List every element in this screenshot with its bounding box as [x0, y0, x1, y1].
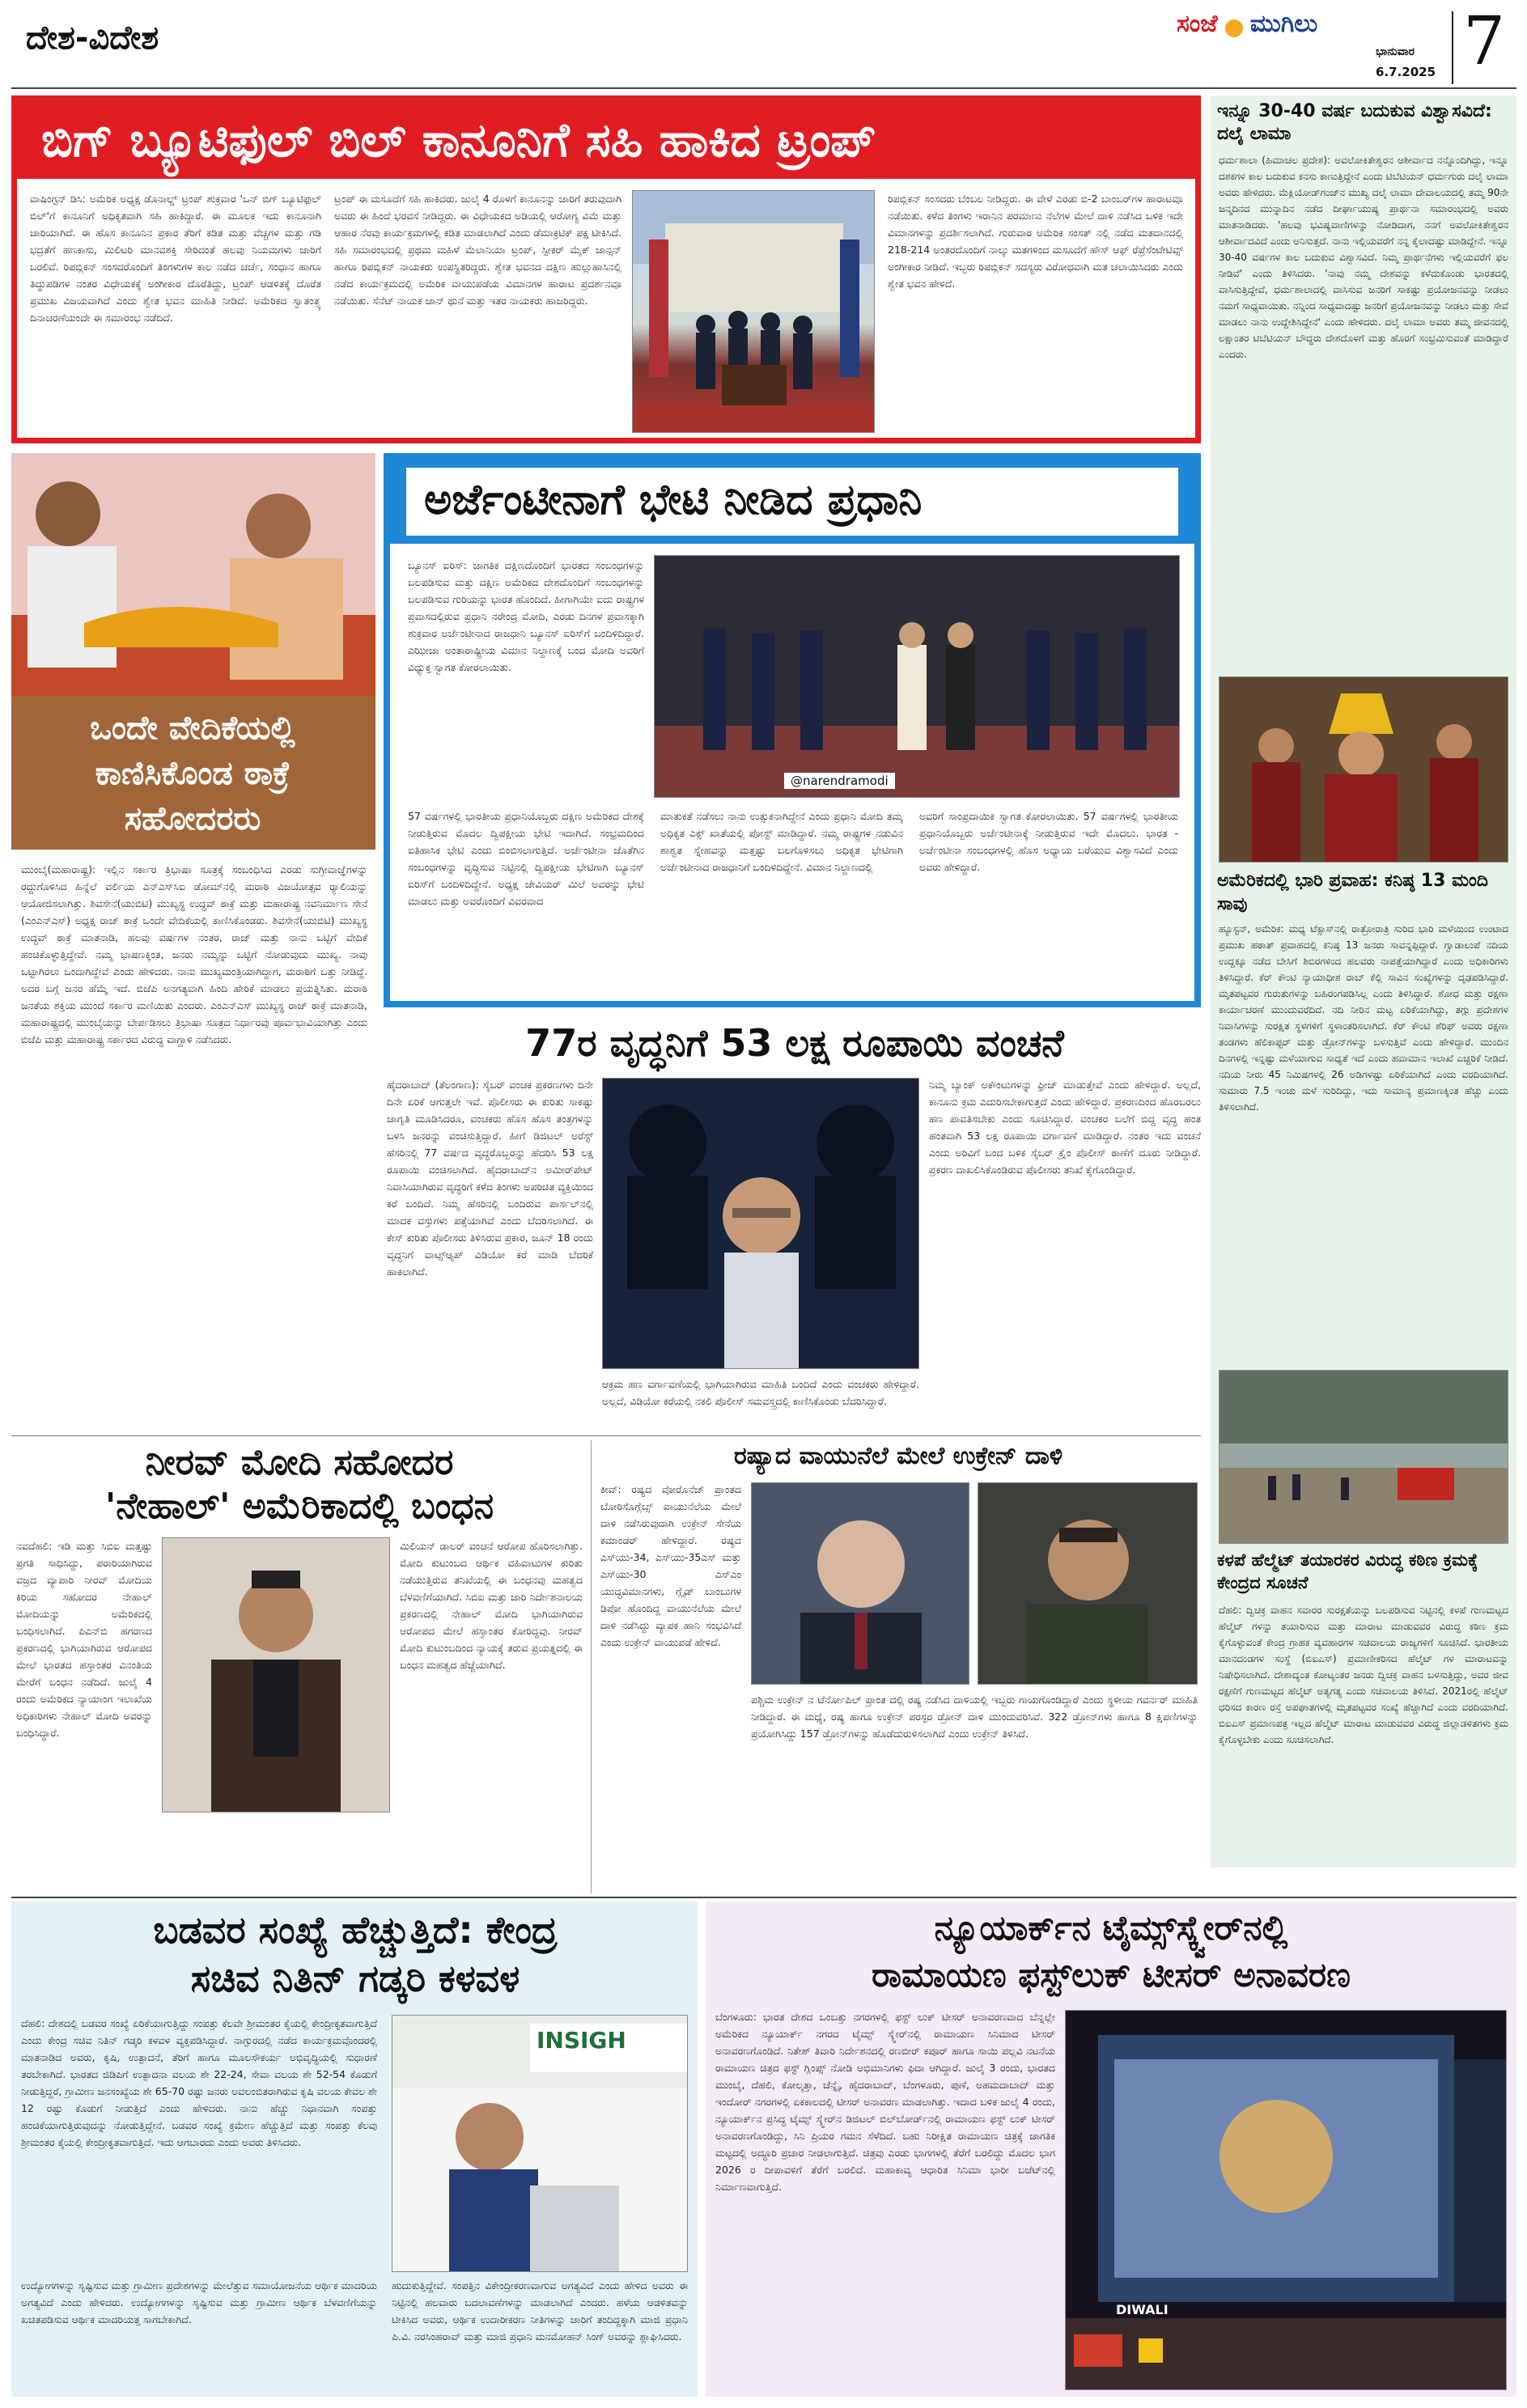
argentina-col-a: ಬ್ಯೂನಸ್ ಐರಿಸ್: ಜಾಗತಿಕ ದಕ್ಷಿಣದೊಂದಿಗೆ ಭಾರತದ ಸಂಬಂಧಗಳನ್ನು ಬಲಪಡಿಸುವ ಮತ್ತು ದಕ್ಷಿಣ ಅಮೆರಿಕದ ದೇಶದೊಂದಿಗೆ ಸಂಬಂಧಗಳನ್ನು ಬಲಪಡಿಸುವ ಗುರಿಯನ್ನು ಭಾರತ ಹೊಂದಿದೆ. ಹೀಗಾಗಿಯೇ ಐದು ರಾಷ್ಟ್ರಗಳ ಪ್ರವಾಸದಲ್ಲಿರುವ ಪ್ರಧಾನಿ ನರೇಂದ್ರ ಮೋದಿ, ಎರಡು ದಿನಗಳ ಪ್ರವಾಸಕ್ಕಾಗಿ ಶುಕ್ರವಾರ ಅರ್ಜೆಂಟೀನಾದ ರಾಜಧಾನಿ ಬ್ಯೂನಸ್ ಐರಿಸ್‌ಗೆ ಬಂದಿಳಿದಿದ್ದಾರೆ. ಎಝೀಜಾ ಅಂತಾರಾಷ್ಟ್ರೀಯ ವಿಮಾನ ನಿಲ್ದಾಣಕ್ಕೆ ಬಂದ ಮೋದಿ ಅವರಿಗೆ ವಿಧ್ಯುಕ್ತ ಸ್ವಾಗತ ಕೋರಲಾಯಿತು.: [408, 559, 644, 673]
dalai-headline: ಇನ್ನೂ 30-40 ವರ್ಷ ಬದುಕುವ ವಿಶ್ವಾಸವಿದೆ: ದಲೈ ಲಾಮಾ: [1217, 101, 1492, 144]
ukraine-col-a: ಕೀವ್: ರಷ್ಯದ ವೋರೊನೆಜ್ ಪ್ರಾಂತದ ಬೋರಿಸೊಗ್ಲೆಬ್ಸ್ ವಾಯುನೆಲೆಯ ಮೇಲೆ ದಾಳಿ ನಡೆಸಿರುವುದಾಗಿ ಉಕ್ರೇನ್ ಸೇನೆಯ ಕಮಾಂಡರ್ ಹೇಳಿದ್ದಾರೆ. ರಷ್ಯದ ಎಸ್‌ಯು-34, ಎಸ್‌ಯು-35ಎಸ್ ಮತ್ತು ಎಸ್‌ಯು-30 ಎಸ್‌ಎಂ ಯುದ್ಧವಿಮಾನಗಳು, ಗ್ಲೈಡ್ ಬಾಂಬುಗಳ ಡಿಪೋ ಹೊಂದಿದ್ದ ವಾಯುನೆಲೆಯ ಮೇಲೆ ದಾಳಿ ನಡೆಸಿದ್ದು ವ್ಯಾಪಕ ಹಾನಿ ಸಂಭವಿಸಿದೆ ಎಂದು ಉಕ್ರೇನ್ ವಾಯುಪಡೆ ಹೇಳಿದೆ.: [600, 1483, 741, 1648]
right-sidebar: [1211, 95, 1516, 1867]
ramayana-body: ಬೆಂಗಳೂರು: ಭಾರತ ದೇಶದ ಒಂಬತ್ತು ನಗರಗಳಲ್ಲಿ ಫಸ್ಟ್ ಲುಕ್ ಟೀಸರ್ ಅನಾವರಣವಾದ ಬೆನ್ನಲ್ಲೇ ಅಮೆರಿಕದ ನ್ಯೂಯಾರ್ಕ್ ನಗರದ ಟೈಮ್ಸ್ ಸ್ಕ್ವೇರ್‌ನಲ್ಲಿ ರಾಮಾಯಣ ಸಿನಿಮಾದ ಟೀಸರ್ ಅನಾವರಣಗೊಂಡಿದೆ. ನಿತೇಶ್ ತಿವಾರಿ ನಿರ್ದೇಶನದಲ್ಲಿ ರಣಬೀರ್ ಕಪೂರ್ ಹಾಗೂ ಸಾಯಿ ಪಲ್ಲವಿ ನಟನೆಯ ರಾಮಾಯಣ ಚಿತ್ರದ ಫಸ್ಟ್ ಗ್ಲಿಂಪ್ಸ್ ನೋಡಿ ಅಭಿಮಾನಿಗಳು ಫಿದಾ ಆಗಿದ್ದಾರೆ. ಜುಲೈ 3 ರಂದು, ಭಾರತದ ಮುಂಬೈ, ದೆಹಲಿ, ಕೋಲ್ಕತ್ತಾ, ಚೆನ್ನೈ, ಹೈದರಾಬಾದ್, ಬೆಂಗಳೂರು, ಪುಣೆ, ಅಹಮದಾಬಾದ್ ಮತ್ತು ಇಂದೋರ್ ನಗರಗಳಲ್ಲಿ ಏಕಕಾಲದಲ್ಲಿ ಟೀಸರ್ ಅನಾವರಣ ಮಾಡಲಾಗಿತ್ತು. ಇದಾದ ಬಳಿಕ ಜುಲೈ 4 ರಂದು, ನ್ಯೂಯಾರ್ಕ್‌ನ ಪ್ರಸಿದ್ಧ ಟೈಮ್ಸ್ ಸ್ಕ್ವೇರ್‌ನ ಡಿಜಿಟಲ್ ಬಿಲ್‌ಬೋರ್ಡ್‌ನಲ್ಲಿ ರಾಮಾಯಣ ಫಸ್ಟ್ ಲುಕ್ ಟೀಸರ್ ಅನಾವರಣಗೊಂಡಿದ್ದು, ಸಿನಿ ಪ್ರಿಯರ ಗಮನ ಸೆಳೆದಿದೆ. ಬಹು ನಿರೀಕ್ಷಿತ ರಾಮಾಯಣ ಚಿತ್ರಕ್ಕೆ ಜಾಗತಿಕ ಮಟ್ಟದಲ್ಲಿ ಅದ್ಧೂರಿ ಪ್ರಚಾರ ನೀಡಲಾಗುತ್ತಿದೆ. ಚಿತ್ರವು ಎರಡು ಭಾಗಗಳಲ್ಲಿ ತೆರೆಗೆ ಬರಲಿದ್ದು ಮೊದಲ ಭಾಗ 2026 ರ ದೀಪಾವಳಿಗೆ ತೆರೆಗೆ ಬರಲಿದೆ. ಮಹಾಕಾವ್ಯ ಆಧಾರಿತ ಸಿನಿಮಾ ಭಾರೀ ಬಜೆಟ್‌ನಲ್ಲಿ ನಿರ್ಮಾಣವಾಗುತ್ತಿದೆ.: [715, 2011, 1055, 2193]
lower-rule: [11, 1897, 1516, 1898]
nirav-col-b: ಮಿಲಿಯನ್ ಡಾಲರ್ ವಂಚನೆ ಆರೋಪ ಹೊರಿಸಲಾಗಿತ್ತು. ಮೋದಿ ಕುಟುಂಬದ ಆರ್ಥಿಕ ವಹಿವಾಟುಗಳ ಕುರಿತು ನಡೆಯುತ್ತಿರುವ ತನಿಖೆಯಲ್ಲಿ ಈ ಬಂಧನವು ಮಹತ್ವದ ಬೆಳವಣಿಗೆಯಾಗಿದೆ. ಸಿಬಿಐ ಮತ್ತು ಜಾರಿ ನಿರ್ದೇಶನಾಲಯ ಪ್ರಕರಣದಲ್ಲಿ ನೇಹಾಲ್ ಮೋದಿ ಭಾಗಿಯಾಗಿರುವ ಆರೋಪದ ಮೇಲೆ ಹಸ್ತಾಂತರ ಕೋರಿದ್ದವು. ನೀರವ್ ಮೋದಿ ಕುಟುಂಬದಿಂದ ನ್ಯಾಯಕ್ಕೆ ತರುವ ಪ್ರಯತ್ನದಲ್ಲಿ ಈ ಬಂಧನ ಮಹತ್ವದ ಹೆಜ್ಜೆಯಾಗಿದೆ.: [400, 1540, 583, 1671]
flood-photo-scene: [1219, 1371, 1508, 1544]
argentina-headline: ಅರ್ಜೆಂಟೀನಾಗೆ ಭೇಟಿ ನೀಡಿದ ಪ್ರಧಾನಿ: [424, 476, 923, 524]
trump-headline-band: [17, 101, 1195, 179]
fraud-col-b: ಆಕ್ರಮ ಹಣ ವರ್ಗಾವಣೆಯಲ್ಲಿ ಭಾಗಿಯಾಗಿರುವ ಮಾಹಿತಿ ಬಂದಿದೆ ಎಂದು ವಂಚಕರು ಹೇಳಿದ್ದಾರೆ. ಅಲ್ಲದೆ, ವಿಡಿಯೋ ಕರೆಯಲ್ಲಿ ನಕಲಿ ಪೊಲೀಸ್ ಸಮವಸ್ತ್ರದಲ್ಲಿ ಕಾಣಿಸಿಕೊಂಡು ಬೆದರಿಸಿದ್ದಾರೆ.: [602, 1378, 919, 1407]
ramayana-headline-2: ರಾಮಾಯಣ ಫಸ್ಟ್‌ಲುಕ್ ಟೀಸರ್ ಅನಾವರಣ: [872, 1955, 1351, 1995]
nirav-col-a: ನವದೆಹಲಿ: ಇಡಿ ಮತ್ತು ಸಿಬಿಐ ಮತ್ತಷ್ಟು ಪ್ರಗತಿ ಸಾಧಿಸಿದ್ದು, ಪರಾರಿಯಾಗಿರುವ ವಜ್ರದ ವ್ಯಾಪಾರಿ ನೀರವ್ ಮೋದಿಯ ಕಿರಿಯ ಸಹೋದರ ನೇಹಾಲ್ ಮೋದಿಯನ್ನು ಅಮೆರಿಕದಲ್ಲಿ ಬಂಧಿಸಲಾಗಿದೆ. ಪಿಎನ್‌ಬಿ ಹಗರಣದ ಪ್ರಕರಣದಲ್ಲಿ ಭಾಗಿಯಾಗಿರುವ ಆರೋಪದ ಮೇಲೆ ಭಾರತದ ಹಸ್ತಾಂತರ ವಿನಂತಿಯ ಮೇರೆಗೆ ಬಂಧನ ನಡೆದಿದೆ. ಜುಲೈ 4 ರಂದು ಅಮೆರಿಕದ ನ್ಯಾಯಾಂಗ ಇಲಾಖೆಯ ಅಧಿಕಾರಿಗಳು ನೇಹಾಲ್ ಮೋದಿ ಅವರನ್ನು ಬಂಧಿಸಿದ್ದಾರೆ.: [16, 1540, 152, 1739]
helmet-body: ದೆಹಲಿ: ದ್ವಿಚಕ್ರ ವಾಹನ ಸವಾರರ ಸುರಕ್ಷತೆಯನ್ನು ಬಲಪಡಿಸುವ ನಿಟ್ಟಿನಲ್ಲಿ ಕಳಪೆ ಗುಣಮಟ್ಟದ ಹೆಲ್ಮೆಟ್ ಗಳನ್ನು ತಯಾರಿಸುವ ಮತ್ತು ಮಾರಾಟ ಮಾಡುವವರ ವಿರುದ್ಧ ಕಠಿಣ ಕ್ರಮ ಕೈಗೊಳ್ಳುವಂತೆ ಕೇಂದ್ರ ಗ್ರಾಹಕ ವ್ಯವಹಾರಗಳ ಸಚಿವಾಲಯ ರಾಜ್ಯಗಳಿಗೆ ಸೂಚಿಸಿದೆ. ಭಾರತೀಯ ಮಾನದಂಡಗಳ ಸಂಸ್ಥೆ (ಬಿಐಎಸ್) ಪ್ರಮಾಣೀಕರಿಸದ ಹೆಲ್ಮೆಟ್ ಗಳ ಮಾರಾಟವನ್ನು ನಿಷೇಧಿಸಲಾಗಿದೆ. ದೇಶಾದ್ಯಂತ ಕೋಟ್ಯಂತರ ಜನರು ದ್ವಿಚಕ್ರ ವಾಹನ ಬಳಸುತ್ತಿದ್ದು, ಅವರ ಜೀವ ರಕ್ಷಣೆಗೆ ಗುಣಮಟ್ಟದ ಹೆಲ್ಮೆಟ್ ಅತ್ಯಗತ್ಯ ಎಂದು ಸಚಿವಾಲಯ ತಿಳಿಸಿದೆ. 2021ರಲ್ಲಿ ಹೆಲ್ಮೆಟ್ ಧರಿಸದ ಕಾರಣ ರಸ್ತೆ ಅಪಘಾತಗಳಲ್ಲಿ ಮೃತಪಟ್ಟವರ ಸಂಖ್ಯೆ ಹೆಚ್ಚಾಗಿದೆ ಎಂದು ವರದಿಯಾಗಿದೆ. ಬಿಐಎಸ್ ಪ್ರಮಾಣಪತ್ರ ಇಲ್ಲದ ಹೆಲ್ಮೆಟ್ ಮಾರಾಟ ಮಾಡುವವರ ವಿರುದ್ಧ ಜಿಲ್ಲಾಡಳಿತಗಳು ಕ್ರಮ ಕೈಗೊಳ್ಳಬೇಕು ಎಂದು ಸೂಚಿಸಲಾಗಿದೆ.: [1219, 1605, 1508, 1745]
fraud-photo-scene: [603, 1079, 919, 1369]
us-flood-headline: ಅಮೆರಿಕದಲ್ಲಿ ಭಾರಿ ಪ್ರವಾಹ: ಕನಿಷ್ಠ 13 ಮಂದಿ ಸಾವು: [1217, 871, 1488, 914]
thackeray-headline-band: [11, 696, 375, 850]
gadkari-body-bottom-b: ಹುದುಕುತ್ತಿದ್ದೇವೆ. ಸಂಪತ್ತಿನ ವಿಕೇಂದ್ರೀಕರಣವಾಗುವ ಅಗತ್ಯವಿದೆ ಎಂದು ಹೇಳಿದ ಅವರು ಈ ನಿಟ್ಟಿನಲ್ಲಿ ಹಲವಾರು ಬದಲಾವಣೆಗಳನ್ನು ಮಾಡಲಾಗಿದೆ ಎಂದರು. ಹಳೆಯ ಆಡಳಿತವನ್ನು ಟೀಕಿಸಿದ ಅವರು, ಆರ್ಥಿಕ ಉದಾರೀಕರಣ ನೀತಿಗಳನ್ನು ಜಾರಿಗೆ ತಂದಿದ್ದಕ್ಕಾಗಿ ಮಾಜಿ ಪ್ರಧಾನಿ ಪಿ.ವಿ. ನರಸಿಂಹರಾವ್ ಮತ್ತು ಮಾಜಿ ಪ್ರಧಾನಿ ಮನಮೋಹನ್ ಸಿಂಗ್ ಅವರನ್ನು ಶ್ಲಾಘಿಸಿದರು.: [392, 2279, 688, 2342]
thackeray-photo-scene: [11, 453, 375, 704]
column-divider: [591, 1440, 592, 1893]
photo-credit: @narendramodi: [784, 773, 895, 789]
cyber-fraud-photo: [602, 1078, 919, 1369]
billboard-text: DIWALI: [1116, 2302, 1169, 2317]
thackeray-photo: [11, 453, 375, 704]
dalai-lama-photo: [1219, 676, 1508, 863]
us-flood-body: ಹ್ಯೂಸ್ಟನ್, ಅಮೆರಿಕ: ಮಧ್ಯ ಟೆಕ್ಸಾಸ್‌ನಲ್ಲಿ ರಾತ್ರೋರಾತ್ರಿ ಸುರಿದ ಭಾರಿ ಮಳೆಯಿಂದ ಉಂಟಾದ ಪ್ರಮುಖ ಹಠಾತ್ ಪ್ರವಾಹದಲ್ಲಿ ಕನಿಷ್ಠ 13 ಜನರು ಸಾವನ್ನಪ್ಪಿದ್ದಾರೆ. ಗ್ವಾಡಾಲುಪೆ ನದಿಯ ಉದ್ದಕ್ಕೂ ನಡೆದ ಬೇಸಿಗೆ ಶಿಬಿರಗಳಿಂದ ಹಲವರು ನಾಪತ್ತೆಯಾಗಿದ್ದಾರೆ ಎಂದು ಅಧಿಕಾರಿಗಳು ತಿಳಿಸಿದ್ದಾರೆ. ಕೆರ್ ಕೌಂಟಿ ನ್ಯಾಯಾಧೀಶ ರಾಬ್ ಕೆಲ್ಲಿ ಸಾವಿನ ಸಂಖ್ಯೆಗಳನ್ನು ದೃಢಪಡಿಸಿದ್ದಾರೆ. ಮೃತಪಟ್ಟವರ ಗುರುತುಗಳನ್ನು ಬಹಿರಂಗಪಡಿಸಿಲ್ಲ ಎಂದು ತಿಳಿಸಿದ್ದಾರೆ. ಶೋಧ ಮತ್ತು ರಕ್ಷಣಾ ಕಾರ್ಯಾಚರಣೆ ಮುಂದುವರೆದಿದೆ. ನದಿ ನೀರಿನ ಮಟ್ಟ ಏರಿಕೆಯಾಗಿದ್ದು, ತಗ್ಗು ಪ್ರದೇಶಗಳ ನಿವಾಸಿಗಳನ್ನು ಸುರಕ್ಷಿತ ಸ್ಥಳಗಳಿಗೆ ಸ್ಥಳಾಂತರಿಸಲಾಗಿದೆ. ಕೆರ್ ಕೌಂಟಿ ಶೆರಿಫ್ ಅವರು ರಕ್ಷಣಾ ತಂಡಗಳು ಹೆಲಿಕಾಪ್ಟರ್ ಮತ್ತು ಡ್ರೋನ್‌ಗಳನ್ನು ಬಳಸುತ್ತಿವೆ ಎಂದು ಹೇಳಿದ್ದಾರೆ. ಮುಂದಿನ ದಿನಗಳಲ್ಲಿ ಇನ್ನಷ್ಟು ಮಳೆಯಾಗುವ ಸಾಧ್ಯತೆ ಇದೆ ಎಂದು ಹವಾಮಾನ ಇಲಾಖೆ ಎಚ್ಚರಿಕೆ ನೀಡಿದೆ. ನದಿಯ ನೀರು 45 ನಿಮಿಷಗಳಲ್ಲಿ 26 ಅಡಿಗಳಷ್ಟು ಏರಿಕೆಯಾಗಿದೆ ಎಂದು ವರದಿಯಾಗಿದೆ. ಸುಮಾರು 7.5 ಇಂಚು ಮಳೆ ಸುರಿದಿದ್ದು, ಇದು ಸಾಮಾನ್ಯ ಪ್ರಮಾಣಕ್ಕಿಂತ ಹೆಚ್ಚು ಎಂದು ತಿಳಿಸಲಾಗಿದೆ.: [1219, 923, 1508, 1113]
gadkari-article: [11, 1901, 698, 2397]
insight-banner: INSIGH: [537, 2027, 626, 2054]
argentina-photo-scene: [655, 556, 1180, 798]
dalai-body: ಧರ್ಮಶಾಲಾ (ಹಿಮಾಚಲ ಪ್ರದೇಶ): ಅವಲೋಕಿತೇಶ್ವರನ ಆಶೀರ್ವಾದ ನನ್ನೊಂದಿಗಿದ್ದು, ಇನ್ನೂ ದಶಕಗಳ ಕಾಲ ಬದುಕುವ ಕನಸು ಕಾಣುತ್ತಿದ್ದೇನೆ ಎಂದು ಟಿಬೆಟಿಯನ್ ಧರ್ಮಗುರು ದಲೈ ಲಾಮಾ ಅವರು ಹೇಳಿದರು. ಮೆಕ್ಲಿಯೋಡ್‌ಗಂಜ್‌ನ ಮುಖ್ಯ ದಲೈ ಲಾಮಾ ದೇವಾಲಯದಲ್ಲಿ ತಮ್ಮ 90ನೇ ಜನ್ಮದಿನದ ಮುನ್ನಾದಿನ ನಡೆದ ದೀರ್ಘಾಯುಷ್ಯ ಪ್ರಾರ್ಥನಾ ಸಮಾರಂಭದಲ್ಲಿ ಅವರು ಮಾತನಾಡಿದರು. 'ಹಲವು ಭವಿಷ್ಯವಾಣಿಗಳನ್ನು ನೋಡಿದಾಗ, ನನಗೆ ಅವಲೋಕಿತೇಶ್ವರನ ಆಶೀರ್ವಾದವಿದೆ ಎಂದು ಅನಿಸುತ್ತದೆ. ನಾನು ಇಲ್ಲಿಯವರೆಗೆ ನನ್ನ ಕೈಲಾದಷ್ಟು ಮಾಡಿದ್ದೇನೆ. ಇನ್ನೂ 30-40 ವರ್ಷಗಳ ಕಾಲ ಬದುಕುವ ವಿಶ್ವಾಸವಿದೆ. ನಿಮ್ಮ ಪ್ರಾರ್ಥನೆಗಳು ಇಲ್ಲಿಯವರೆಗೆ ಫಲ ನೀಡಿವೆ' ಎಂದು ತಿಳಿಸಿದರು. 'ನಾವು ನಮ್ಮ ದೇಶವನ್ನು ಕಳೆದುಕೊಂಡು ಭಾರತದಲ್ಲಿ ವಾಸಿಸುತ್ತಿದ್ದೇವೆ, ಧರ್ಮಶಾಲಾದಲ್ಲಿ ವಾಸಿಸುವ ಜನರಿಗೆ ಸಾಕಷ್ಟು ಪ್ರಯೋಜನವನ್ನು ನೀಡಲು ನಮಗೆ ಸಾಧ್ಯವಾಯಿತು. ನನ್ನಿಂದ ಸಾಧ್ಯವಾದಷ್ಟು ಜನರಿಗೆ ಪ್ರಯೋಜನವನ್ನು ನೀಡಲು ಮತ್ತು ಸೇವೆ ಮಾಡಲು ನಾನು ಉದ್ದೇಶಿಸಿದ್ದೇನೆ' ಎಂದು ಹೇಳಿದರು. ದಲೈ ಲಾಮಾ ಅವರು ತಮ್ಮ ಜೀವನದಲ್ಲಿ ಲಕ್ಷಾಂತರ ಟಿಬೆಟಿಯನ್ ಬೌದ್ಧರು ದೇಶದೊಳಗೆ ಮತ್ತು ಹೊರಗೆ ಸಂಭ್ರಮಿಸುವಂತೆ ಮಾಡಿದ್ದಾರೆ ಎಂದರು.: [1219, 155, 1508, 360]
fraud-col-c: ನಿಮ್ಮ ಬ್ಯಾಂಕ್ ಅಕೌಂಟುಗಳನ್ನು ಫ್ರೀಜ್ ಮಾಡುತ್ತೇವೆ ಎಂದು ಹೇಳಿದ್ದಾರೆ. ಅಲ್ಲದೆ, ಕಾನೂನು ಕ್ರಮ ಎದುರಿಸಬೇಕಾಗುತ್ತದೆ ಎಂದು ಹೇಳಿದ್ದಾರೆ. ಪ್ರಕರಣದಿಂದ ಹೊರಬರಲು ಹಣ ಪಾವತಿಸಬೇಕು ಎಂದು ಸೂಚಿಸಿದ್ದಾರೆ. ವಂಚಕರ ಬಲೆಗೆ ಬಿದ್ದ ವೃದ್ಧ ಹಂತ ಹಂತವಾಗಿ 53 ಲಕ್ಷ ರೂಪಾಯಿ ವರ್ಗಾವಣೆ ಮಾಡಿದ್ದಾರೆ. ನಂತರ ಇದು ವಂಚನೆ ಎಂದು ಅರಿವಿಗೆ ಬಂದ ಬಳಿಕ ಸೈಬರ್ ಕ್ರೈಂ ಪೊಲೀಸ್ ಠಾಣೆಗೆ ದೂರು ನೀಡಿದ್ದಾರೆ. ಪ್ರಕರಣ ದಾಖಲಿಸಿಕೊಂಡಿರುವ ಪೊಲೀಸರು ತನಿಖೆ ಕೈಗೊಂಡಿದ್ದಾರೆ.: [929, 1079, 1201, 1176]
zelensky-photo: [978, 1482, 1198, 1685]
zelensky-photo-scene: [978, 1483, 1198, 1685]
issue-date: 6.7.2025: [1376, 65, 1436, 79]
header-divider: [1452, 11, 1453, 84]
putin-photo: [751, 1482, 969, 1685]
issue-day: ಭಾನುವಾರ: [1376, 45, 1415, 58]
dalai-photo-scene: [1219, 677, 1508, 863]
helmet-headline: ಕಳಪೆ ಹೆಲ್ಮೆಟ್ ತಯಾರಕರ ವಿರುದ್ಧ ಕಠಿಣ ಕ್ರಮಕ್ಕೆ ಕೇಂದ್ರದ ಸೂಚನೆ: [1217, 1550, 1478, 1592]
trump-col-1: ವಾಷಿಂಗ್ಟನ್ ಡಿಸಿ: ಅಮೆರಿಕ ಅಧ್ಯಕ್ಷ ಡೊನಾಲ್ಡ್ ಟ್ರಂಪ್ ಶುಕ್ರವಾರ 'ಒನ್ ಬಿಗ್ ಬ್ಯೂಟಿಫುಲ್ ಬಿಲ್'ಗೆ ಕಾನೂನಿಗೆ ಅಧಿಕೃತವಾಗಿ ಸಹಿ ಹಾಕಿದ್ದಾರೆ. ಈ ಮೂಲಕ ಇದು ಕಾನೂನಾಗಿ ಜಾರಿಯಾಗಿದೆ. ಈ ಹೊಸ ಕಾನೂನಿನ ಪ್ರಕಾರ ತೆರಿಗೆ ಕಡಿತ ಮತ್ತು ವೆಚ್ಚಗಳ ಮತ್ತು ಗಡಿ ಭದ್ರತೆಗೆ ಹಣಕಾಸು, ಮಿಲಿಟರಿ ಮಾನವಶಕ್ತಿ ಸೇರಿದಂತೆ ಹಲವು ನಿಯಮಗಳು ಜಾರಿಗೆ ಬರಲಿವೆ. ರಿಪಬ್ಲಿಕನ್ ಸಂಸದರೊಂದಿಗೆ ತಿಂಗಳುಗಳ ಕಾಲ ನಡೆದ ಚರ್ಚೆ, ಸಂಧಾನ ಹಾಗೂ ತಿದ್ದುಪಡಿಗಳ ನಂತರ ವಿಧೇಯಕಕ್ಕೆ ಅಂಗೀಕಾರ ದೊರೆತಿದ್ದು, ಟ್ರಂಪ್ ಆಡಳಿತಕ್ಕೆ ದೊರೆತ ಪ್ರಮುಖ ವಿಜಯವಾಗಿದೆ ಎಂದು ಶ್ವೇತ ಭವನ ಮಾಹಿತಿ ನೀಡಿದೆ. ಅಮೆರಿಕದ ಸ್ವಾತಂತ್ರ್ಯ ದಿನಾಚರಣೆಯಂದೇ ಈ ಸಮಾರಂಭ ನಡೆದಿದೆ.: [30, 193, 321, 324]
middle-rule: [11, 1435, 1201, 1436]
page-number: 7: [1463, 3, 1506, 80]
argentina-col-c: ಮಾತುಕತೆ ನಡೆಸಲು ನಾನು ಉತ್ಸುಕನಾಗಿದ್ದೇನೆ ಎಂದು ಪ್ರಧಾನಿ ಮೋದಿ ತಮ್ಮ ಅಧಿಕೃತ ಎಕ್ಸ್ ಖಾತೆಯಲ್ಲಿ ಪೋಸ್ಟ್ ಮಾಡಿದ್ದಾರೆ. ನಮ್ಮ ರಾಷ್ಟ್ರಗಳ ನಡುವಿನ ಶಾಶ್ವತ ಸ್ನೇಹವನ್ನು ಮತ್ತಷ್ಟು ಬಲಗೊಳಿಸಲು ಅಧಿಕೃತ ಭೇಟಿಗಾಗಿ ಅರ್ಜೆಂಟೀನಾದ ರಾಜಧಾನಿಗೆ ಬಂದಿಳಿದಿದ್ದೇನೆ. ವಿಮಾನ ನಿಲ್ದಾಣದಲ್ಲಿ: [660, 810, 903, 873]
ramayana-headline-1: ನ್ಯೂಯಾರ್ಕ್‌ನ ಟೈಮ್ಸ್‌ಸ್ಕ್ವೇರ್‌ನಲ್ಲಿ: [934, 1908, 1288, 1948]
brand-name-a: ಸಂಜೆ: [1177, 10, 1218, 38]
brand-name-b: ಮುಗಿಲು: [1249, 10, 1318, 38]
trump-photo-scene: [633, 191, 875, 433]
ukraine-col-b: ಪಶ್ಚಿಮ ಉಕ್ರೇನ್ ನ ಟೆರ್ನೋಪಿಲ್ ಪ್ರಾಂತ ದಲ್ಲಿ ರಷ್ಯ ನಡೆಸಿದ ದಾಳಿಯಲ್ಲಿ ಇಬ್ಬರು ಗಾಯಗೊಂಡಿದ್ದಾರೆ ಎಂದು ಸ್ಥಳೀಯ ಗವರ್ನರ್ ಮಾಹಿತಿ ನೀಡಿದ್ದಾರೆ. ಈ ಮಧ್ಯೆ, ರಷ್ಯ ಹಾಗೂ ಉಕ್ರೇನ್ ಪರಸ್ಪರ ಡ್ರೋನ್ ದಾಳಿ ಮುಂದುವರಿಸಿವೆ. 322 ಡ್ರೋನ್‌ಗಳು ಹಾಗೂ 8 ಕ್ಷಿಪಣಿಗಳನ್ನು ಪ್ರಯೋಗಿಸಿದ್ದು 157 ಡ್ರೋನ್‌ಗಳನ್ನು ಹೊಡೆದುರುಳಿಸಲಾಗಿದೆ ಎಂದು ಉಕ್ರೇನ್ ತಿಳಿಸಿದೆ.: [751, 1694, 1198, 1740]
times-square-scene: [1066, 2011, 1507, 2390]
gadkari-photo-scene: [392, 2016, 688, 2272]
argentina-col-b: 57 ವರ್ಷಗಳಲ್ಲಿ ಭಾರತೀಯ ಪ್ರಧಾನಿಯೊಬ್ಬರು ದಕ್ಷಿಣ ಅಮೆರಿಕದ ದೇಶಕ್ಕೆ ನೀಡುತ್ತಿರುವ ಮೊದಲ ದ್ವಿಪಕ್ಷೀಯ ಭೇಟಿ ಇದಾಗಿದೆ. ಸಂಭ್ರಮದಿಂದ ಐತಿಹಾಸಿಕ ಭೇಟಿ ಎಂದು ಬಿಂಬಿಸಲಾಗುತ್ತಿದೆ. ಅರ್ಜೆಂಟೀನಾ ಜೊತೆಗಿನ ಸಂಬಂಧಗಳನ್ನು ವೃದ್ಧಿಸುವ ನಿಟ್ಟಿನಲ್ಲಿ ದ್ವಿಪಕ್ಷೀಯ ಭೇಟಿಗಾಗಿ ಬ್ಯೂನಸ್ ಐರಿಸ್‌ಗೆ ಬಂದಿಳಿದಿದ್ದೇನೆ. ಅಧ್ಯಕ್ಷ ಜೇವಿಯರ್ ಮಿಲೆ ಅವರನ್ನು ಭೇಟಿ ಮಾಡಲು ಮತ್ತು ಅವರೊಂದಿಗೆ ವಿವರವಾದ: [408, 810, 644, 907]
argentina-article: [384, 453, 1201, 1007]
sun-logo-icon: [1225, 19, 1243, 37]
nehal-modi-photo: [162, 1537, 390, 1812]
nirav-headline-2: 'ನೇಹಾಲ್' ಅಮೆರಿಕಾದಲ್ಲಿ ಬಂಧನ: [104, 1486, 494, 1527]
nehal-photo-scene: [163, 1538, 390, 1812]
argentina-headline-box: [406, 468, 1178, 536]
trump-signing-photo: [632, 190, 875, 433]
argentina-headline-band: [390, 460, 1194, 544]
trump-headline: ಬಿಗ್ ಬ್ಯೂಟಿಫುಲ್ ಬಿಲ್ ಕಾನೂನಿಗೆ ಸಹಿ ಹಾಕಿದ ಟ್ರಂಪ್: [41, 112, 876, 167]
gadkari-body-bottom-a: ಉದ್ಯೋಗಗಳನ್ನು ಸೃಷ್ಟಿಸುವ ಮತ್ತು ಗ್ರಾಮೀಣ ಪ್ರದೇಶಗಳನ್ನು ಮೇಲೆತ್ತುವ ಸಮಾಯೋಜನೆಯ ಆರ್ಥಿಕ ಮಾದರಿಯ ಅಗತ್ಯವಿದೆ ಎಂದು ಹೇಳಿದರು. ಉದ್ಯೋಗಗಳನ್ನು ಸೃಷ್ಟಿಸುವ ಮತ್ತು ಗ್ರಾಮೀಣ ಆರ್ಥಿಕ ಬೆಳವಣಿಗೆಯನ್ನು ಖಚಿತಪಡಿಸುವ ಆರ್ಥಿಕ ಮಾದರಿಯತ್ತ ಸಾಗಬೇಕಾಗಿದೆ.: [21, 2279, 377, 2325]
argentina-col-d: ಅವರಿಗೆ ಸಾಂಪ್ರದಾಯಿಕ ಸ್ವಾಗತ ಕೋರಲಾಯಿತು. 57 ವರ್ಷಗಳಲ್ಲಿ ಭಾರತೀಯ ಪ್ರಧಾನಿಯೊಬ್ಬರು ಅರ್ಜೆಂಟೀನಾಕ್ಕೆ ನೀಡುತ್ತಿರುವ ಇದೇ ಮೊದಲು. ಭಾರತ - ಅರ್ಜೆಂಟೀನಾ ಸಂಬಂಧಗಳಲ್ಲಿ ಹೊಸ ಅಧ್ಯಾಯ ಬರೆಯುವ ವಿಶ್ವಾಸವಿದೆ ಎಂದು ಅವರು ಹೇಳಿದ್ದಾರೆ.: [919, 810, 1178, 873]
flood-photo: [1219, 1370, 1508, 1544]
nirav-headline-1: ನೀರವ್ ಮೋದಿ ಸಹೋದರ: [145, 1442, 454, 1483]
fraud-col-a: ಹೈದರಾಬಾದ್ (ತೆಲಂಗಾಣ): ಸೈಬರ್ ವಂಚಕ ಪ್ರಕರಣಗಳು ದಿನೇ ದಿನೇ ಏರಿಕೆ ಆಗುತ್ತಲೇ ಇವೆ. ಪೊಲೀಸರು ಈ ಕುರಿತು ಸಾಕಷ್ಟು ಜಾಗೃತಿ ಮೂಡಿಸಿದರೂ, ವಂಚಕರು ಹೊಸ ಹೊಸ ತಂತ್ರಗಳನ್ನು ಬಳಸಿ ಜನರನ್ನು ವಂಚಿಸುತ್ತಿದ್ದಾರೆ. ಹೀಗೆ ಡಿಜಿಟಲ್ ಅರೆಸ್ಟ್ ಹೆಸರಿನಲ್ಲಿ 77 ವರ್ಷದ ವೃದ್ಧರೊಬ್ಬರನ್ನು ಹೆದರಿಸಿ 53 ಲಕ್ಷ ರೂಪಾಯಿ ವಂಚಿಸಲಾಗಿದೆ. ಹೈದರಾಬಾದ್‌ನ ಅಮೀರ್‌ಪೇಟ್ ನಿವಾಸಿಯಾಗಿರುವ ವೃದ್ಧರಿಗೆ ಕಳೆದ ತಿಂಗಳು ಅಪರಿಚಿತ ವ್ಯಕ್ತಿಯಿಂದ ಕರೆ ಬಂದಿದೆ. ನಿಮ್ಮ ಹೆಸರಿನಲ್ಲಿ ಬಂದಿರುವ ಪಾರ್ಸಲ್‌ನಲ್ಲಿ ಮಾದಕ ವಸ್ತುಗಳು ಪತ್ತೆಯಾಗಿವೆ ಎಂದು ಬೆದರಿಸಲಾಗಿದೆ. ಈ ಕೇಸ್ ಕುರಿತು ಪೊಲೀಸರು ತಿಳಿಸಿರುವ ಪ್ರಕಾರ, ಜೂನ್ 18 ರಂದು ವೃದ್ಧನಿಗೆ ವಾಟ್ಸ್‌ಆ್ಯಪ್ ವಿಡಿಯೋ ಕರೆ ಮಾಡಿ ಬೆದರಿಕೆ ಹಾಕಲಾಗಿದೆ.: [387, 1079, 593, 1278]
gadkari-photo: [392, 2015, 688, 2272]
modi-argentina-photo: [654, 555, 1180, 798]
ramayana-article: [706, 1901, 1516, 2397]
trump-article: [11, 95, 1201, 443]
gadkari-body-top: ದೆಹಲಿ: ದೇಶದಲ್ಲಿ ಬಡವರ ಸಂಖ್ಯೆ ಏರಿಕೆಯಾಗುತ್ತಿದ್ದು ಸಂಪತ್ತು ಕೆಲವೇ ಶ್ರೀಮಂತರ ಕೈಯಲ್ಲಿ ಕೇಂದ್ರೀಕೃತವಾಗುತ್ತಿದೆ ಎಂದು ಕೇಂದ್ರ ಸಚಿವ ನಿತಿನ್ ಗಡ್ಕರಿ ಕಳವಳ ವ್ಯಕ್ತಪಡಿಸಿದ್ದಾರೆ. ನಾಗ್ಪುರದಲ್ಲಿ ನಡೆದ ಕಾರ್ಯಕ್ರಮವೊಂದರಲ್ಲಿ ಮಾತನಾಡಿದ ಅವರು, ಕೃಷಿ, ಉತ್ಪಾದನೆ, ತೆರಿಗೆ ಹಾಗೂ ಮೂಲಸೌಕರ್ಯ ಅಭಿವೃದ್ಧಿಯಲ್ಲಿ ಸುಧಾರಣೆ ತರಬೇಕಾಗಿದೆ. ಭಾರತದ ಜಿಡಿಪಿಗೆ ಉತ್ಪಾದನಾ ವಲಯ ಶೇ 22-24, ಸೇವಾ ವಲಯ ಶೇ 52-54 ಕೊಡುಗೆ ನೀಡುತ್ತಿದ್ದರೆ, ಗ್ರಾಮೀಣ ಜನಸಂಖ್ಯೆಯ ಶೇ 65-70 ರಷ್ಟು ಜನರು ಅವಲಂಬಿತರಾಗಿರುವ ಕೃಷಿ ವಲಯ ಕೇವಲ ಶೇ 12 ರಷ್ಟು ಕೊಡುಗೆ ನೀಡುತ್ತಿದೆ ಎಂದು ಹೇಳಿದರು. ನಾನು ಹೆಚ್ಚು ನಿಧಾನವಾಗಿ ಸಂಪತ್ತು ಹಂಚಿಕೆಯಾಗುತ್ತಿರುವುದನ್ನು ನೋಡುತ್ತಿದ್ದೇನೆ. ಬಡವರ ಸಂಖ್ಯೆ ಕ್ರಮೇಣ ಹೆಚ್ಚುತ್ತಿದೆ ಮತ್ತು ಸಂಪತ್ತು ಕೆಲವು ಶ್ರೀಮಂತರ ಕೈಯಲ್ಲಿ ಕೇಂದ್ರೀಕೃತವಾಗುತ್ತಿದೆ. ಇದು ಆಗಬಾರದು ಎಂದು ಅವರು ತಿಳಿಸಿದರು.: [21, 2017, 377, 2148]
header-rule: [11, 87, 1516, 89]
thackeray-body: ಮುಂಬೈ(ಮಹಾರಾಷ್ಟ್ರ): ಇಲ್ಲಿನ ಸರ್ಕಾರ ತ್ರಿಭಾಷಾ ಸೂತ್ರಕ್ಕೆ ಸಂಬಂಧಿಸಿದ ಎರಡು ಸುಗ್ರೀವಾಜ್ಞೆಗಳನ್ನು ರದ್ದುಗೊಳಿಸಿದ ಹಿನ್ನೆಲೆ ವರ್ಲಿಯ ಎನ್‌ಎಸ್‌ಸಿಐ ಡೋಮ್‌ನಲ್ಲಿ ಮರಾಠಿ ವಿಜಯೋತ್ಸವ ರ‍್ಯಾಲಿಯನ್ನು ಆಯೋಜಿಸಲಾಗಿತ್ತು. ಶಿವಸೇನೆ(ಯುಬಿಟಿ) ಮುಖ್ಯಸ್ಥ ಉದ್ಧವ್ ಠಾಕ್ರೆ ಮತ್ತು ಮಹಾರಾಷ್ಟ್ರ ನವನಿರ್ಮಾಣ ಸೇನೆ (ಎಂಎನ್ಎಸ್) ಅಧ್ಯಕ್ಷ ರಾಜ್ ಠಾಕ್ರೆ ಒಂದೇ ವೇದಿಕೆಯಲ್ಲಿ ಕಾಣಿಸಿಕೊಂಡರು. ಶಿವಸೇನೆ(ಯುಬಿಟಿ) ಮುಖ್ಯಸ್ಥ ಉದ್ಧವ್ ಠಾಕ್ರೆ ಮಾತನಾಡಿ, ಹಲವು ವರ್ಷಗಳ ನಂತರ, ರಾಜ್ ಮತ್ತು ನಾನು ಒಟ್ಟಿಗೆ ವೇದಿಕೆ ಹಂಚಿಕೊಳ್ಳುತ್ತಿದ್ದೇವೆ. ನಮ್ಮ ಭಾಷಣಕ್ಕಿಂತ, ಜನರು ನಮ್ಮನ್ನು ಒಟ್ಟಿಗೆ ನೋಡುವುದು ಮುಖ್ಯ. ನಾವು ಒಟ್ಟಾಗಿರಲು ಒಂದಾಗಿದ್ದೇವೆ ಎಂದು ಹೇಳಿದರು. ನಾನು ಮುಖ್ಯಮಂತ್ರಿಯಾಗಿದ್ದಾಗ, ಮರಾಠಿಗೆ ಒತ್ತು ನೀಡಿದ್ದೆ. ಅದರ ಬಗ್ಗೆ ಜನರ ಹೆಮ್ಮೆ ಇದೆ. ಬಿಜೆಪಿ ಅನಗತ್ಯವಾಗಿ ಹಿಂದಿ ಹೇರಿಕೆ ಮಾಡಲು ಪ್ರಯತ್ನಿಸಿತು. ಮರಾಠಿ ಜನತೆಯ ಶಕ್ತಿಯ ಮುಂದೆ ಸರ್ಕಾರ ಮಣಿಯಿತು ಎಂದರು. ಎಂಎನ್ಎಸ್ ಮುಖ್ಯಸ್ಥ ರಾಜ್ ಠಾಕ್ರೆ ಮಾತನಾಡಿ, ಮಹಾರಾಷ್ಟ್ರದಲ್ಲಿ ಮುಂಬೈಯನ್ನು ಬೇರ್ಪಡಿಸಲು ತ್ರಿಭಾಷಾ ಸೂತ್ರದ ನಿರ್ಧಾರವು ಪೂರ್ವಭಾವಿಯಾಗಿತ್ತು ಎಂದು ಬಿಜೆಪಿ ಮತ್ತು ಮಹಾರಾಷ್ಟ್ರ ಸರ್ಕಾರದ ವಿರುದ್ಧ ವಾಗ್ದಾಳಿ ನಡೆಸಿದರು.: [21, 863, 367, 1045]
trump-col-2: ಟ್ರಂಪ್ ಈ ಮಸೂದೆಗೆ ಸಹಿ ಹಾಕಿದರು. ಜುಲೈ 4 ರೊಳಗೆ ಕಾನೂನನ್ನು ಜಾರಿಗೆ ತರುವುದಾಗಿ ಅವರು ಈ ಹಿಂದೆ ಭರವಸೆ ನೀಡಿದ್ದರು. ಈ ವಿಧೇಯಕದ ಅಡಿಯಲ್ಲಿ ಆರೋಗ್ಯ ವಿಮೆ ಮತ್ತು ಆಹಾರ ನೆರವು ಕಾರ್ಯಕ್ರಮಗಳಲ್ಲಿ ಕಡಿತ ಮಾಡಲಾಗಿದೆ ಎಂದು ಡೆಮಾಕ್ರಟಿಕ್ ಪಕ್ಷ ಟೀಕಿಸಿದೆ. ಸಹಿ ಸಮಾರಂಭದಲ್ಲಿ ಪ್ರಥಮ ಮಹಿಳೆ ಮೆಲಾನಿಯಾ ಟ್ರಂಪ್, ಸ್ಪೀಕರ್ ಮೈಕ್ ಜಾನ್ಸನ್ ಹಾಗೂ ರಿಪಬ್ಲಿಕನ್ ನಾಯಕರು ಉಪಸ್ಥಿತರಿದ್ದರು. ಶ್ವೇತ ಭವನದ ದಕ್ಷಿಣ ಹುಲ್ಲುಹಾಸಿನಲ್ಲಿ ನಡೆದ ಕಾರ್ಯಕ್ರಮದಲ್ಲಿ ಅಮೆರಿಕ ವಾಯುಪಡೆಯ ವಿಮಾನಗಳ ಹಾರಾಟ ಪ್ರದರ್ಶನವೂ ನಡೆಯಿತು. ಸೆನೆಟ್ ನಾಯಕ ಜಾನ್ ಥುನೆ ಮತ್ತು ಇತರ ನಾಯಕರು ಹಾಜರಿದ್ದರು.: [334, 193, 621, 307]
putin-photo-scene: [752, 1483, 969, 1685]
trump-col-3: ರಿಪಬ್ಲಿಕನ್ ಸಂಸದರು ಬೆಂಬಲ ನೀಡಿದ್ದರು. ಈ ವೇಳೆ ಎರಡು ಬಿ-2 ಬಾಂಬರ್‌ಗಳ ಹಾರಾಟವೂ ನಡೆಯಿತು. ಕಳೆದ ತಿಂಗಳು ಇರಾನಿನ ಪರಮಾಣು ನೆಲೆಗಳ ಮೇಲೆ ದಾಳಿ ನಡೆಸಿದ ಬಳಿಕ ಇದೇ ವಿಮಾನಗಳನ್ನು ಪ್ರದರ್ಶಿಸಲಾಗಿದೆ. ಗುರುವಾರ ಅಮೆರಿಕ ಸಂಸತ್ ನಲ್ಲಿ ನಡೆದ ಮತದಾನದಲ್ಲಿ 218-214 ಅಂತರದೊಂದಿಗೆ ನಾಲ್ಕು ಮತಗಳಿಂದ ಮಸೂದೆಗೆ ಹೌಸ್ ಆಫ್ ರೆಪ್ರೆಸೆಂಟೇಟಿವ್ಸ್ ಅಂಗೀಕಾರ ನೀಡಿದೆ. ಇಬ್ಬರು ರಿಪಬ್ಲಿಕನ್ ಸದಸ್ಯರು ವಿರೋಧವಾಗಿ ಮತ ಚಲಾಯಿಸಿದರು ಎಂದು ಶ್ವೇತ ಭವನ ಹೇಳಿದೆ.: [888, 193, 1183, 290]
ukraine-headline: ರಷ್ಯಾದ ವಾಯುನೆಲೆ ಮೇಲೆ ಉಕ್ರೇನ್ ದಾಳಿ: [733, 1442, 1063, 1470]
page-header: [0, 0, 1527, 93]
gadkari-headline-1: ಬಡವರ ಸಂಖ್ಯೆ ಹೆಚ್ಚುತ್ತಿದೆ: ಕೇಂದ್ರ: [153, 1908, 558, 1952]
gadkari-headline-2: ಸಚಿವ ನಿತಿನ್ ಗಡ್ಕರಿ ಕಳವಳ: [190, 1956, 520, 2000]
section-title: ದೇಶ-ವಿದೇಶ: [26, 19, 159, 57]
fraud-headline: 77ರ ವೃದ್ಧನಿಗೆ 53 ಲಕ್ಷ ರೂಪಾಯಿ ವಂಚನೆ: [525, 1021, 1064, 1065]
thackeray-headline: ಒಂದೇ ವೇದಿಕೆಯಲ್ಲಿ ಕಾಣಿಸಿಕೊಂಡ ಠಾಕ್ರೆ ಸಹೋದರರು: [90, 710, 295, 837]
times-square-photo: [1065, 2010, 1507, 2390]
